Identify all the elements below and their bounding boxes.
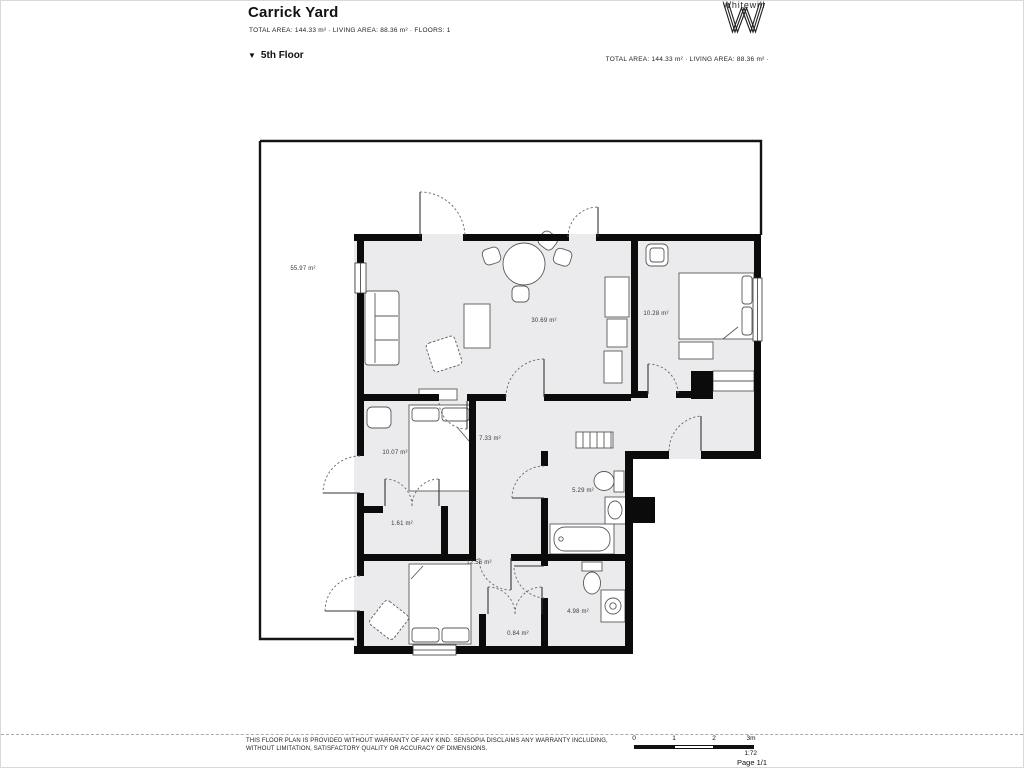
footer-divider xyxy=(1,734,1023,735)
floor-label: 5th Floor xyxy=(260,50,304,61)
scale-ratio: 1:72 xyxy=(744,750,757,757)
scale-segment xyxy=(714,745,754,749)
chevron-down-icon: ▼ xyxy=(248,51,256,60)
window-bottom xyxy=(413,645,456,655)
page-title: Carrick Yard xyxy=(248,4,339,21)
washbasin xyxy=(605,497,626,524)
area-summary-right: TOTAL AREA: 144.33 m² · LIVING AREA: 88.36 m² · xyxy=(605,56,769,63)
room-label-bedroom-middle: 10.07 m² xyxy=(382,450,408,456)
room-label-bedroom-right: 10.28 m² xyxy=(643,311,669,317)
scale-tick-0: 0 xyxy=(632,735,636,742)
window-left xyxy=(355,263,366,293)
page-number: Page 1/1 xyxy=(736,758,767,767)
floor-plan-drawing xyxy=(1,1,1024,768)
double-bed-bottom xyxy=(409,564,471,644)
tv-stand xyxy=(464,304,490,348)
double-bed-middle xyxy=(409,405,471,491)
floor-plan xyxy=(1,1,1024,768)
scale-tick-3: 3m xyxy=(746,735,756,742)
toilet-bathroom xyxy=(594,471,624,492)
room-label-living-room: 30.69 m² xyxy=(531,318,557,324)
bedroom-chair xyxy=(367,407,391,428)
disclaimer-line1: THIS FLOOR PLAN IS PROVIDED WITHOUT WARRANTY OF ANY KIND. SENSOPIA DISCLAIMS ANY WARRANTY INCLUDING, xyxy=(246,738,608,744)
area-summary: TOTAL AREA: 144.33 m² · LIVING AREA: 88.36 m² · FLOORS: 1 xyxy=(249,27,451,34)
brand-name: Whitewill xyxy=(722,0,766,10)
room-label-wc: 4.98 m² xyxy=(567,609,589,615)
scale-tick-2: 2 xyxy=(712,735,716,742)
room-label-hallway: 7.33 m² xyxy=(479,436,501,442)
sofa xyxy=(365,291,399,365)
room-label-closet-small: 0.84 m² xyxy=(507,631,529,637)
window-right xyxy=(753,278,762,341)
desk-chair xyxy=(646,244,668,266)
bathtub xyxy=(550,524,614,554)
scale-segment xyxy=(674,745,714,749)
scale-tick-1: 1 xyxy=(672,735,676,742)
room-label-bedroom-bottom: 12.56 m² xyxy=(466,560,492,566)
disclaimer xyxy=(246,738,608,753)
room-label-terrace: 55.97 m² xyxy=(290,266,316,272)
wardrobe xyxy=(713,371,754,391)
disclaimer-line2: WITHOUT LIMITATION, SATISFACTORY QUALITY OR ACCURACY OF DIMENSIONS. xyxy=(246,745,488,752)
room-label-bathroom: 5.29 m² xyxy=(572,488,594,494)
washing-machine xyxy=(601,590,625,622)
toilet-wc xyxy=(582,562,602,594)
room-label-closet: 1.61 m² xyxy=(391,521,413,527)
towel-radiator xyxy=(576,432,613,448)
scale-segment xyxy=(634,745,674,749)
